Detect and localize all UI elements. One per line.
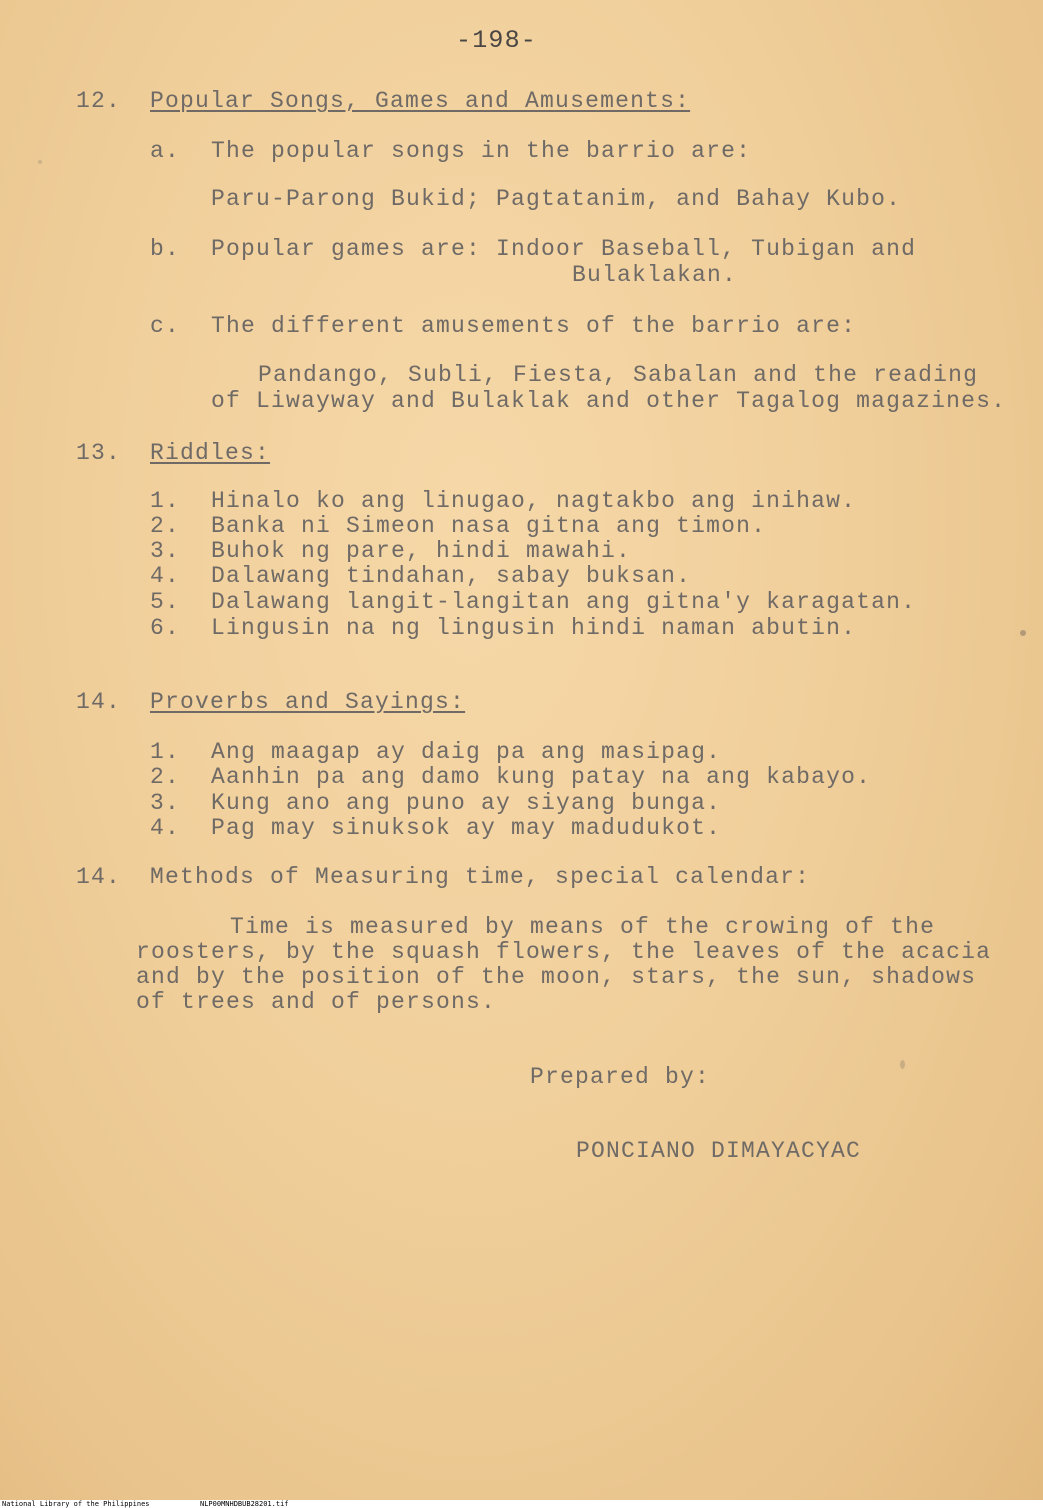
footer-filename: NLP00MNHDBUB28201.tif: [200, 1500, 289, 1508]
section-14b-heading: Methods of Measuring time, special calendar:: [150, 864, 811, 890]
section-13-heading: Riddles:: [150, 440, 271, 466]
list-item-number: 2.: [150, 764, 181, 790]
item-c-text: The different amusements of the barrio are:: [211, 313, 857, 339]
paragraph-line: of trees and of persons.: [136, 989, 497, 1015]
page-number: -198-: [456, 26, 538, 55]
paragraph-line: Time is measured by means of the crowing of the: [230, 914, 936, 940]
footer-source: National Library of the Philippines: [2, 1500, 150, 1508]
section-12-number: 12.: [76, 88, 122, 114]
item-c-detail-2: of Liwayway and Bulaklak and other Tagalog magazines.: [211, 388, 1007, 414]
list-item: Pag may sinuksok ay may madudukot.: [211, 815, 722, 841]
item-b-text: Popular games are: Indoor Baseball, Tubigan and: [211, 236, 917, 262]
list-item-number: 1.: [150, 488, 181, 514]
list-item: Hinalo ko ang linugao, nagtakbo ang inihaw.: [211, 488, 857, 514]
paper-speck: [1020, 630, 1026, 636]
item-a-detail: Paru-Parong Bukid; Pagtatanim, and Bahay Kubo.: [211, 186, 902, 212]
list-item: Kung ano ang puno ay siyang bunga.: [211, 790, 722, 816]
item-a-label: a.: [150, 138, 181, 164]
list-item-number: 5.: [150, 589, 181, 615]
list-item: Dalawang langit-langitan ang gitna'y karagatan.: [211, 589, 917, 615]
paper-speck: [38, 160, 42, 164]
footer-bar: [0, 1500, 1043, 1508]
section-14a-number: 14.: [76, 689, 122, 715]
item-c-detail-1: Pandango, Subli, Fiesta, Sabalan and the reading: [258, 362, 979, 388]
list-item-number: 2.: [150, 513, 181, 539]
item-b-label: b.: [150, 236, 181, 262]
prepared-by-label: Prepared by:: [530, 1064, 711, 1090]
item-b-text-cont: Bulaklakan.: [572, 262, 738, 288]
paragraph-line: roosters, by the squash flowers, the leaves of the acacia: [136, 939, 992, 965]
list-item-number: 3.: [150, 538, 181, 564]
list-item: Dalawang tindahan, sabay buksan.: [211, 563, 692, 589]
list-item-number: 3.: [150, 790, 181, 816]
list-item: Lingusin na ng lingusin hindi naman abutin.: [211, 615, 857, 641]
paper-speck: [900, 1060, 905, 1069]
list-item: Banka ni Simeon nasa gitna ang timon.: [211, 513, 767, 539]
list-item: Aanhin pa ang damo kung patay na ang kabayo.: [211, 764, 872, 790]
section-14b-number: 14.: [76, 864, 122, 890]
list-item-number: 1.: [150, 739, 181, 765]
paragraph-line: and by the position of the moon, stars, the sun, shadows: [136, 964, 977, 990]
section-14a-heading: Proverbs and Sayings:: [150, 689, 466, 715]
item-a-text: The popular songs in the barrio are:: [211, 138, 752, 164]
item-c-label: c.: [150, 313, 181, 339]
preparer-name: PONCIANO DIMAYACYAC: [576, 1138, 862, 1164]
list-item: Ang maagap ay daig pa ang masipag.: [211, 739, 722, 765]
section-13-number: 13.: [76, 440, 122, 466]
list-item-number: 4.: [150, 815, 181, 841]
list-item-number: 6.: [150, 615, 181, 641]
list-item: Buhok ng pare, hindi mawahi.: [211, 538, 632, 564]
list-item-number: 4.: [150, 563, 181, 589]
section-12-heading: Popular Songs, Games and Amusements:: [150, 88, 691, 114]
